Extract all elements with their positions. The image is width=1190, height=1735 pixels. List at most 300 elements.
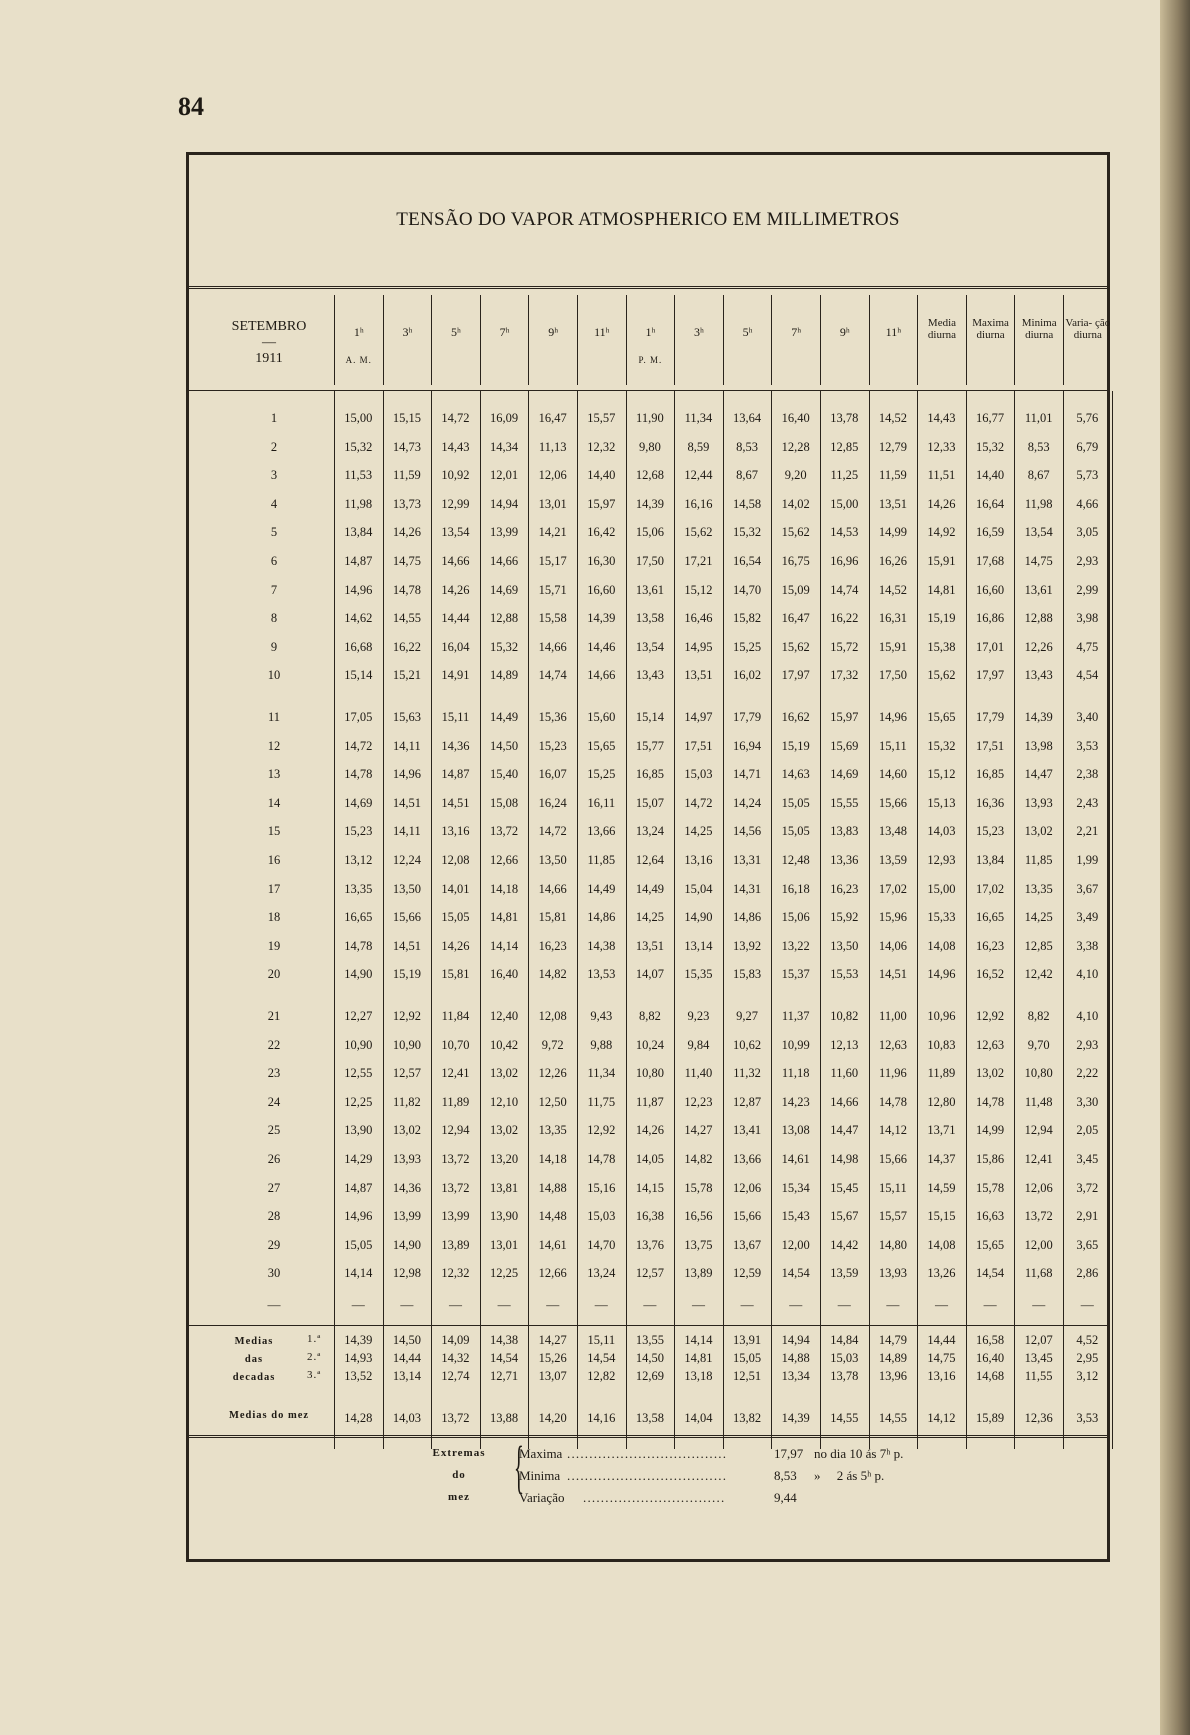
day-label: 16 [267,853,281,867]
table-cell: 14,37 [927,1152,956,1166]
table-row [189,1203,1107,1231]
table-cell: 14,54 [976,1266,1005,1281]
table-cell: 14,98 [830,1152,859,1166]
table-cell: 14,86 [733,910,762,925]
table-cell: 16,85 [976,767,1005,782]
table-cell: 14,38 [490,1333,519,1347]
table-cell: 12,92 [392,1009,421,1023]
table-cell: 4,54 [1076,668,1099,683]
table-cell: 10,90 [344,1037,373,1052]
day-label: 10 [267,668,281,683]
table-cell: 12,94 [1024,1123,1053,1138]
table-cell: 12,13 [830,1037,859,1052]
table-cell: 14,49 [587,881,616,896]
table-cell: 14,47 [1024,767,1053,782]
table-cell: 14,52 [878,582,907,597]
table-cell: 15,67 [830,1209,859,1224]
table-cell: 13,93 [1024,795,1053,810]
table-cell: 3,45 [1076,1152,1099,1166]
table-cell: 15,78 [976,1180,1005,1195]
table-cell: 9,84 [687,1037,710,1052]
table-cell: 8,82 [638,1009,661,1023]
table-cell: 16,64 [976,496,1005,511]
table-cell: 17,05 [344,710,373,724]
table-cell: 12,41 [1024,1152,1053,1166]
table-cell: 13,61 [1024,582,1053,597]
table-cell: 9,27 [736,1009,759,1023]
month-means-label: Medias do mez [228,1410,310,1421]
table-cell: 17,50 [635,554,664,568]
table-cell: 15,81 [441,967,470,982]
table-cell: 15,12 [684,582,713,597]
table-cell: 10,80 [1024,1066,1053,1081]
table-cell: 13,48 [878,824,907,839]
table-cell: 13,54 [635,639,664,654]
table-cell: 15,89 [976,1411,1005,1425]
table-cell: 15,14 [635,710,664,724]
table-cell: 15,25 [733,639,762,654]
table-cell: 14,50 [392,1333,421,1347]
table-cell: 14,78 [344,767,373,782]
table-cell: 10,92 [441,468,470,483]
table-cell: 15,62 [781,525,810,540]
table-cell: 17,02 [976,881,1005,896]
table-cell: 10,62 [733,1037,762,1052]
column-header [431,295,480,385]
table-title: TENSÃO DO VAPOR ATMOSPHERICO EM MILLIMETROS [189,155,1107,289]
table-cell: 15,12 [927,767,956,782]
table-cell: 14,53 [830,525,859,540]
extremes-label: Extremas [432,1447,486,1459]
table-cell: 8,82 [1027,1009,1050,1023]
table-cell: 12,88 [490,611,519,626]
table-row [189,1146,1107,1174]
table-cell: 4,10 [1076,1009,1099,1023]
table-cell: 12,59 [733,1266,762,1281]
table-cell: 14,89 [878,1351,907,1365]
table-row [189,1060,1107,1088]
table-cell: 16,85 [635,767,664,782]
table-cell: 13,58 [635,611,664,626]
table-cell: 13,66 [587,824,616,839]
table-row [189,491,1107,519]
table-cell: 13,50 [392,881,421,896]
table-cell: 15,11 [441,710,470,724]
table-cell: 3,53 [1076,1411,1099,1425]
table-cell: 15,69 [830,738,859,753]
table-cell: 12,36 [1024,1411,1053,1425]
table-cell: 14,50 [490,738,519,753]
table-cell: 15,16 [587,1180,616,1195]
table-cell: 1,99 [1076,853,1099,867]
table-cell: 14,40 [587,468,616,483]
column-rule [626,391,627,1449]
table-cell: 14,87 [344,554,373,568]
table-cell: 15,09 [781,582,810,597]
table-cell: 12,71 [490,1369,519,1383]
table-cell: 15,03 [587,1209,616,1224]
table-row [189,1003,1107,1031]
day-label: 19 [267,938,281,953]
table-cell: 13,02 [1024,824,1053,839]
table-cell: 14,91 [441,668,470,683]
table-cell: 12,85 [830,439,859,454]
table-cell: 13,53 [587,967,616,982]
table-cell: 16,59 [976,525,1005,540]
extremes-item-label: Maxima [519,1446,563,1461]
table-cell: 12,25 [344,1094,373,1109]
leader-dots: .................................... [567,1446,728,1461]
table-cell: 14,08 [927,1237,956,1252]
table-cell: 14,06 [878,938,907,953]
table-cell: 13,24 [635,824,664,839]
leader-dots: ................................ [583,1490,726,1505]
table-cell: 17,02 [878,881,907,896]
dash-mark: — [983,1297,997,1312]
table-cell: 12,06 [1024,1180,1053,1195]
day-label: 28 [267,1209,281,1224]
table-cell: 2,38 [1076,767,1099,782]
table-cell: 14,26 [635,1123,664,1138]
day-label: 22 [267,1037,281,1052]
table-row [189,662,1107,690]
day-label: 2 [270,439,278,454]
column-header-label: 7ʰ [499,325,510,339]
table-cell: 13,96 [878,1369,907,1383]
table-cell: 13,02 [976,1066,1005,1081]
table-cell: 15,07 [635,795,664,810]
table-cell: 11,48 [1024,1094,1053,1109]
table-cell: 15,13 [927,795,956,810]
table-cell: 15,15 [392,411,421,425]
table-row [189,519,1107,547]
table-cell: 12,99 [441,496,470,511]
table-cell: 12,26 [538,1066,567,1081]
table-cell: 14,84 [830,1333,859,1347]
month-header [209,319,329,367]
table-cell: 16,54 [733,554,762,568]
table-cell: 15,45 [830,1180,859,1195]
table-cell: 3,67 [1076,881,1099,896]
day-label: 11 [267,710,281,724]
table-cell: 3,05 [1076,525,1099,540]
table-cell: 13,26 [927,1266,956,1281]
table-cell: 15,06 [781,910,810,925]
column-header-label: 1ʰ [353,325,364,339]
column-rule [480,391,481,1449]
dash-mark: — [351,1297,365,1312]
table-cell: 17,79 [976,710,1005,724]
table-cell: 13,83 [830,824,859,839]
table-cell: 15,32 [490,639,519,654]
table-cell: 13,51 [635,938,664,953]
column-header-label: 5ʰ [742,325,753,339]
table-cell: 11,84 [441,1009,470,1023]
table-cell: 13,90 [490,1209,519,1224]
table-cell: 14,96 [878,710,907,724]
decade-means-label-line: das [244,1354,264,1365]
day-label: 25 [267,1123,281,1138]
table-cell: 12,55 [344,1066,373,1081]
decade-ordinal: 2.ª [307,1351,322,1363]
table-cell: 14,14 [344,1266,373,1281]
table-cell: 15,17 [538,554,567,568]
table-cell: 11,55 [1024,1369,1053,1383]
table-cell: 14,75 [1024,554,1053,568]
table-cell: 14,26 [392,525,421,540]
table-cell: 12,42 [1024,967,1053,982]
table-cell: 15,35 [684,967,713,982]
table-cell: 15,82 [733,611,762,626]
column-rule [917,391,918,1449]
column-header-label: 1ʰ [645,325,656,339]
table-cell: 13,71 [927,1123,956,1138]
table-cell: 14,44 [392,1351,421,1365]
column-header-label: Maxima diurna [972,317,1009,341]
table-cell: 14,54 [781,1266,810,1281]
table-row [189,876,1107,904]
table-cell: 14,62 [344,611,373,626]
table-cell: 11,90 [636,411,664,425]
table-cell: 16,40 [781,411,810,425]
table-cell: 11,98 [344,496,373,511]
table-row [189,818,1107,846]
table-cell: 12,40 [490,1009,519,1023]
table-cell: 15,66 [733,1209,762,1224]
column-header-label: 11ʰ [594,325,610,339]
table-cell: 13,99 [392,1209,421,1224]
table-cell: 11,34 [587,1066,616,1081]
table-cell: 8,53 [736,439,759,454]
table-cell: 16,36 [976,795,1005,810]
table-cell: 14,68 [976,1369,1005,1383]
table-cell: 12,08 [441,853,470,867]
table-cell: 14,69 [830,767,859,782]
table-cell: 15,40 [490,767,519,782]
table-cell: 10,83 [927,1037,956,1052]
table-cell: 2,95 [1076,1351,1099,1365]
column-header-label: Media diurna [927,317,957,341]
table-row [189,761,1107,789]
table-cell: 11,32 [733,1066,761,1081]
table-cell: 14,66 [538,881,567,896]
month-year: 1911 [255,351,283,366]
table-cell: 13,51 [684,668,713,683]
column-rule [431,391,432,1449]
column-header-label: 9ʰ [839,325,850,339]
column-header [626,295,675,385]
day-label: 6 [270,554,278,568]
table-cell: 14,87 [441,767,470,782]
table-cell: 13,50 [538,853,567,867]
table-cell: 16,09 [490,411,519,425]
table-cell: 16,18 [781,881,810,896]
table-cell: 9,70 [1027,1037,1050,1052]
table-cell: 2,05 [1076,1123,1099,1138]
table-cell: 13,34 [781,1369,810,1383]
column-header [966,295,1015,385]
table-cell: 14,40 [976,468,1005,483]
table-cell: 15,72 [830,639,859,654]
table-cell: 16,40 [976,1351,1005,1365]
table-cell: 4,75 [1076,639,1099,654]
table-cell: 12,87 [733,1094,762,1109]
table-cell: 14,96 [927,967,956,982]
table-cell: 13,59 [830,1266,859,1281]
day-label: 26 [267,1152,281,1166]
table-row [189,405,1107,433]
table-cell: 15,71 [538,582,567,597]
table-cell: 14,69 [490,582,519,597]
table-cell: 12,06 [538,468,567,483]
table-cell: 15,11 [587,1333,616,1347]
table-cell: 14,79 [878,1333,907,1347]
decade-ordinal: 1.ª [307,1333,322,1345]
table-cell: 15,97 [830,710,859,724]
table-cell: 14,44 [927,1333,956,1347]
table-cell: 13,14 [392,1369,421,1383]
table-cell: 3,38 [1076,938,1099,953]
table-cell: 14,94 [781,1333,810,1347]
table-cell: 2,22 [1076,1066,1099,1081]
table-cell: 13,14 [684,938,713,953]
month-name: SETEMBRO [231,319,307,334]
table-cell: 12,27 [344,1009,373,1023]
table-cell: 15,00 [830,496,859,511]
table-cell: 14,05 [635,1152,664,1166]
table-cell: 13,07 [538,1369,567,1383]
table-cell: 13,72 [441,1180,470,1195]
table-cell: 14,50 [635,1351,664,1365]
table-cell: 15,05 [344,1237,373,1252]
table-cell: 14,82 [538,967,567,982]
table-cell: 11,85 [1024,853,1053,867]
table-cell: 14,39 [344,1333,373,1347]
day-label: 14 [267,795,281,810]
table-cell: 13,75 [684,1237,713,1252]
extremes-item-value: 8,53 [774,1468,797,1483]
table-cell: 12,51 [733,1369,762,1383]
table-cell: 13,55 [635,1333,664,1347]
table-cell: 14,56 [733,824,762,839]
table-cell: 11,89 [927,1066,956,1081]
table-cell: 15,66 [878,1152,907,1166]
table-cell: 15,14 [344,668,373,683]
column-header [771,295,820,385]
table-cell: 14,78 [344,938,373,953]
table-cell: 14,39 [1024,710,1053,724]
decade-means-label-line: decadas [232,1372,276,1383]
table-cell: 15,36 [538,710,567,724]
table-cell: 12,66 [538,1266,567,1281]
table-cell: 13,35 [344,881,373,896]
table-cell: 14,59 [927,1180,956,1195]
table-cell: 6,79 [1076,439,1099,454]
table-cell: 16,07 [538,767,567,782]
table-cell: 17,79 [733,710,762,724]
table-cell: 2,91 [1076,1209,1099,1224]
table-cell: 13,20 [490,1152,519,1166]
table-cell: 14,78 [392,582,421,597]
table-cell: 13,90 [344,1123,373,1138]
table-cell: 15,32 [976,439,1005,454]
table-cell: 17,97 [781,668,810,683]
table-cell: 11,13 [538,439,567,454]
table-cell: 12,00 [1024,1237,1053,1252]
dash-mark: — [1032,1297,1046,1312]
dash-mark: — [691,1297,705,1312]
table-row [189,434,1107,462]
table-cell: 9,72 [541,1037,564,1052]
day-label: 18 [267,910,281,925]
table-cell: 14,25 [1024,910,1053,925]
day-label: 24 [267,1094,281,1109]
day-label: 12 [267,738,281,753]
table-cell: 2,86 [1076,1266,1099,1281]
table-cell: 12,85 [1024,938,1053,953]
table-cell: 16,23 [538,938,567,953]
decade-ordinal: 3.ª [307,1369,322,1381]
table-cell: 3,49 [1076,910,1099,925]
table-cell: 13,93 [878,1266,907,1281]
table-cell: 16,47 [538,411,567,425]
day-label: 8 [270,611,278,626]
table-cell: 12,92 [587,1123,616,1138]
table-cell: 14,43 [927,411,956,425]
table-cell: 16,04 [441,639,470,654]
day-label: 21 [267,1009,281,1023]
table-cell: 15,32 [927,738,956,753]
table-cell: 13,76 [635,1237,664,1252]
table-cell: 2,99 [1076,582,1099,597]
table-cell: 11,60 [830,1066,859,1081]
table-cell: 15,57 [878,1209,907,1224]
table-row [189,1175,1107,1203]
table-cell: 3,40 [1076,710,1099,724]
table-cell: 13,02 [392,1123,421,1138]
table-cell: 13,43 [1024,668,1053,683]
table-cell: 15,00 [344,411,373,425]
table-cell: 17,21 [684,554,713,568]
table-cell: 12,33 [927,439,956,454]
table-cell: 12,41 [441,1066,470,1081]
decade-row [189,1327,1107,1345]
table-cell: 13,50 [830,938,859,953]
table-cell: 10,80 [635,1066,664,1081]
table-cell: 11,75 [587,1094,616,1109]
table-cell: 11,82 [393,1094,421,1109]
table-cell: 15,11 [879,1180,907,1195]
table-cell: 14,02 [781,496,810,511]
table-cell: 14,48 [538,1209,567,1224]
dash-mark: — [740,1297,754,1312]
table-cell: 15,65 [976,1237,1005,1252]
table-cell: 14,49 [635,881,664,896]
table-cell: 15,65 [927,710,956,724]
table-cell: 15,92 [830,910,859,925]
column-header [723,295,772,385]
table-cell: 14,72 [441,411,470,425]
table-cell: 4,52 [1076,1333,1099,1347]
table-cell: 14,43 [441,439,470,454]
table-cell: 14,39 [587,611,616,626]
table-cell: 16,63 [976,1209,1005,1224]
table-cell: 15,19 [392,967,421,982]
table-cell: 13,72 [490,824,519,839]
table-cell: 13,16 [684,853,713,867]
day-label: 30 [267,1266,281,1281]
table-cell: 12,06 [733,1180,762,1195]
